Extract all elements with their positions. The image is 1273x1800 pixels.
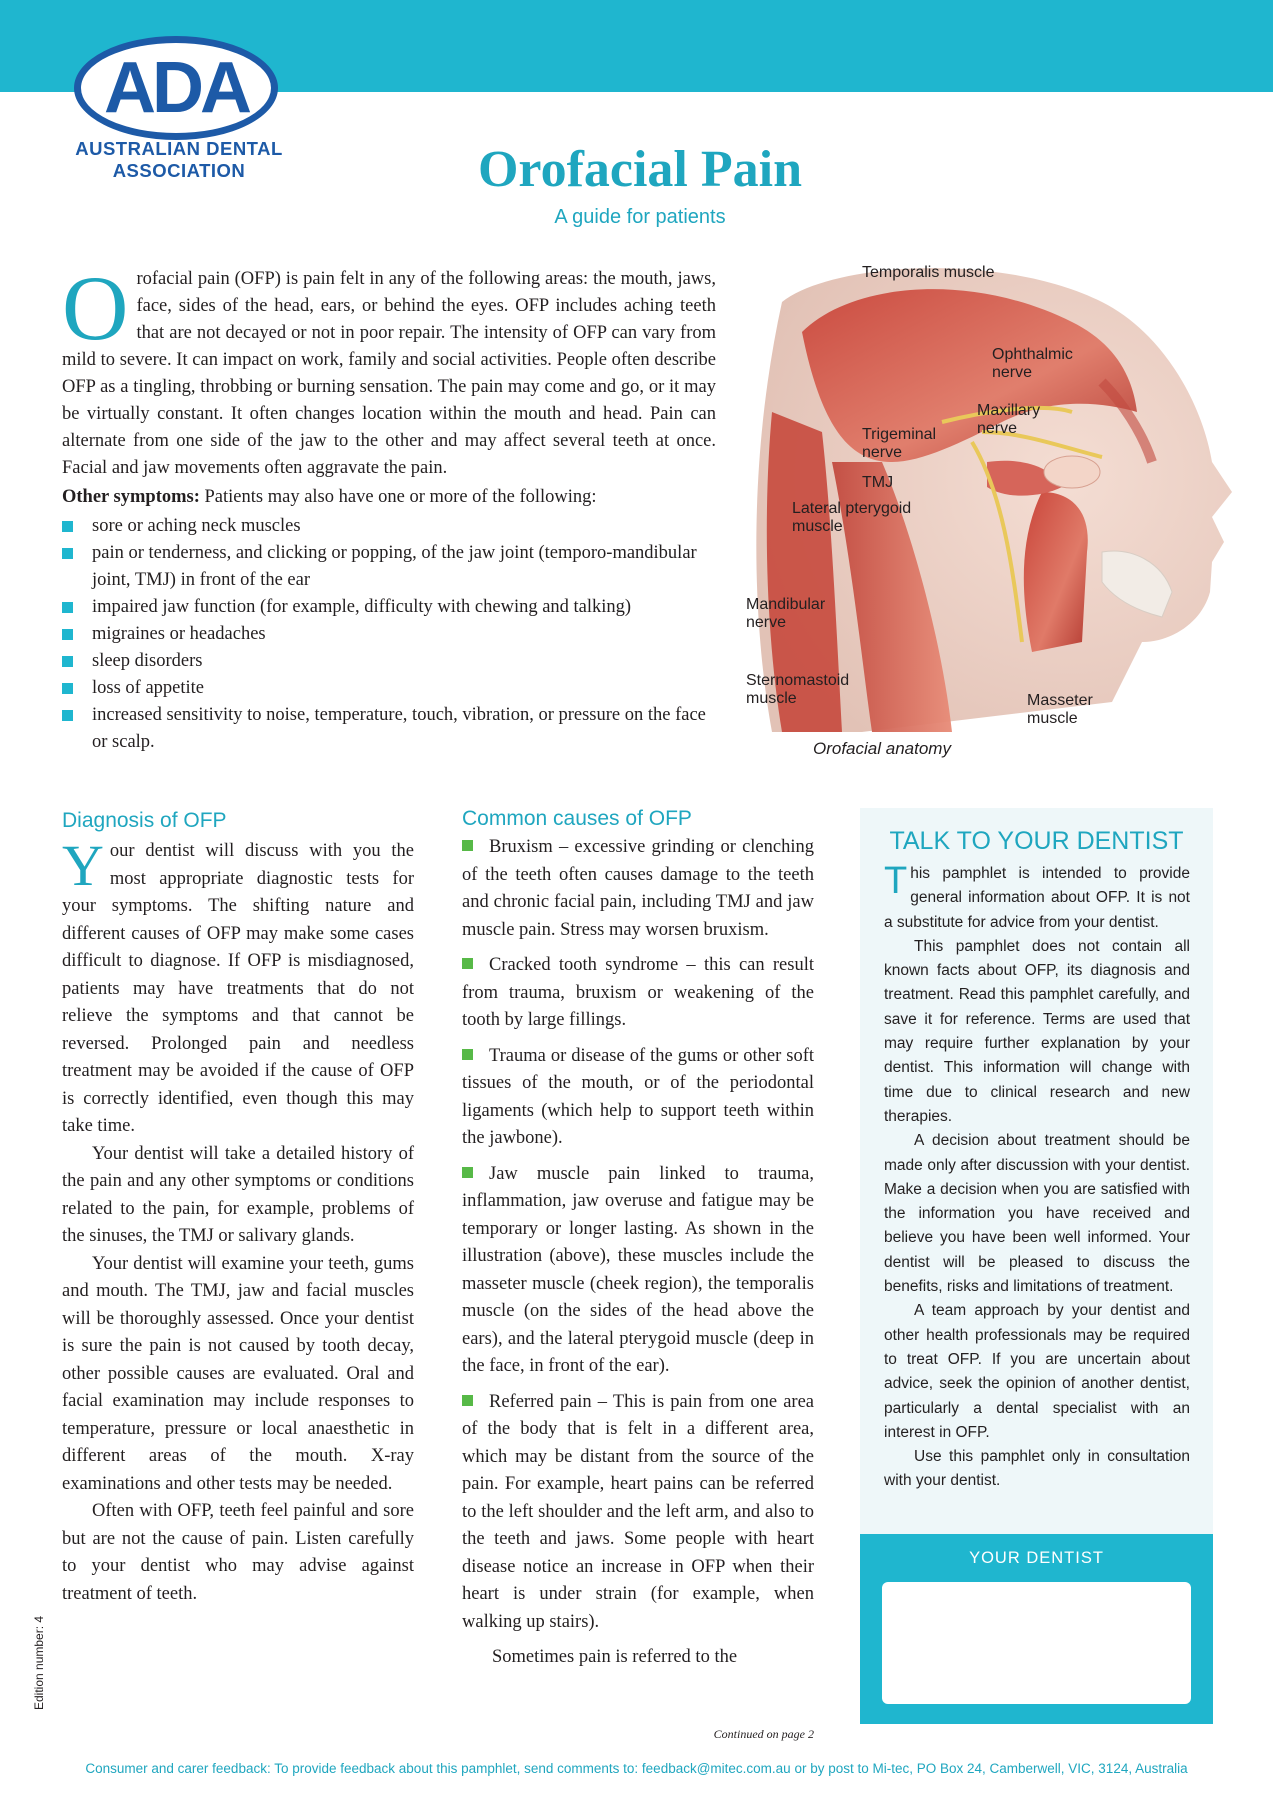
- list-item: sore or aching neck muscles: [62, 513, 716, 540]
- diagnosis-text: our dentist will discuss with you the most appropriate diagnostic tests for your symptoms. The shifting nature and different causes of OFP may make some cases difficult to diagnose. If OFP is misdiagnosed, patients may have treatments that do not relieve the symptoms and that cannot be reversed. Prolonged pain and needless treatment may be avoided if the cause of OFP is correctly identified, even though this may take time.: [62, 841, 414, 1136]
- list-item: loss of appetite: [62, 675, 716, 702]
- diagnosis-dropcap: Y: [62, 833, 104, 898]
- logo-name-line2: ASSOCIATION: [112, 160, 246, 181]
- green-bullet: [462, 1049, 473, 1060]
- green-bullet: [462, 958, 473, 969]
- cause-text: Referred pain – This is pain from one area of the body that is felt in a different area, which may be distant from the source of the pain. For example, heart pains can be referred to the left shoulder and the left arm, and also to the teeth and jaws. Some people with heart disease notice an increase in OFP when their heart is under strain (for example, when walking up stairs).: [462, 1391, 814, 1632]
- label-sternomastoid: Sternomastoid muscle: [746, 672, 850, 707]
- intro-paragraph: [62, 257, 716, 482]
- label-tmj: TMJ: [862, 474, 894, 491]
- label-mandibular: Mandibular nerve: [746, 596, 826, 631]
- talk-to-dentist-box: [860, 808, 1213, 1724]
- logo-name-line1: AUSTRALIAN DENTAL: [75, 138, 283, 159]
- diagnosis-paragraph: [62, 833, 414, 1141]
- ada-logo: [64, 14, 294, 184]
- cause-item: [462, 1043, 814, 1153]
- cause-item: [462, 952, 814, 1035]
- cause-text: Jaw muscle pain linked to trauma, inflammation, jaw overuse and fatigue may be temporary or longer lasting. As shown in the illustration (above), these muscles include the masseter muscle (cheek region), the temporalis muscle (on the sides of the head above the ears), and the lateral pterygoid muscle (deep in the face, in front of the ear).: [462, 1163, 814, 1376]
- intro-dropcap: O: [62, 257, 129, 359]
- your-dentist-field[interactable]: [882, 1582, 1191, 1704]
- symptoms-lead: Other symptoms:: [62, 487, 200, 507]
- sidebar-paragraph: Use this pamphlet only in consultation with your dentist.: [884, 1448, 1190, 1490]
- cause-text: Bruxism – excessive grinding or clenching of the teeth often causes damage to the teeth and chronic facial pain, including TMJ and jaw muscle pain. Stress may worsen bruxism.: [462, 837, 814, 940]
- label-maxillary: Maxillary nerve: [977, 402, 1041, 437]
- logo-letters: ADA: [104, 48, 248, 128]
- cause-item: [462, 834, 814, 944]
- diagnosis-paragraph: Your dentist will take a detailed history of the pain and any other symptoms or conditions related to the pain, for example, problems of the sinuses, the TMJ or salivary glands.: [62, 1143, 414, 1246]
- diagnosis-paragraph: Your dentist will examine your teeth, gums and mouth. The TMJ, jaw and facial muscles will be thoroughly assessed. Once your dentist is sure the pain is not caused by tooth decay, other possible causes are evaluated. Oral and facial examination may include responses to temperature, pressure or local anaesthetic in different areas of the mouth. X-ray examinations and other tests may be needed.: [62, 1253, 414, 1494]
- intro-text: rofacial pain (OFP) is pain felt in any of the following areas: the mouth, jaws, face, sides of the head, ears, or behind the eyes. OFP includes aching teeth that are not decayed or not in poor repair. The intensity of OFP can vary from mild to severe. It can impact on work, family and social activities. People often describe OFP as a tingling, throbbing or burning sensation. The pain may come and go, or it may be virtually constant. It often changes location within the mouth and head. Pain can alternate from one side of the jaw to the other and may affect several teeth at once. Facial and jaw movements often aggravate the pain.: [62, 269, 716, 478]
- label-masseter: Masseter muscle: [1027, 692, 1093, 727]
- sidebar-dropcap: T: [884, 860, 908, 902]
- list-item: increased sensitivity to noise, temperature, touch, vibration, or pressure on the face or scalp.: [62, 702, 716, 756]
- green-bullet: [462, 840, 473, 851]
- green-bullet: [462, 1395, 473, 1406]
- cause-item: [462, 1161, 814, 1381]
- your-dentist-box: [860, 1534, 1213, 1724]
- your-dentist-label: YOUR DENTIST: [969, 1549, 1104, 1567]
- symptoms-text: Patients may also have one or more of the following:: [199, 487, 597, 507]
- edition-number: Edition number: 4: [32, 1615, 46, 1710]
- list-item: pain or tenderness, and clicking or popping, of the jaw joint (temporo-mandibular joint, TMJ) in front of the ear: [62, 540, 716, 594]
- label-trigeminal: Trigeminal nerve: [862, 426, 937, 461]
- green-bullet: [462, 1167, 473, 1178]
- cause-text: Cracked tooth syndrome – this can result from trauma, bruxism or weakening of the tooth by large fillings.: [462, 955, 814, 1030]
- page-subtitle: A guide for patients: [554, 206, 726, 228]
- continued-note: Continued on page 2: [713, 1727, 814, 1741]
- diagnosis-section: [62, 833, 414, 1608]
- symptoms-list: [62, 513, 716, 756]
- anatomy-illustration: [742, 262, 1242, 762]
- label-ophthalmic: Ophthalmic nerve: [992, 346, 1073, 381]
- sidebar-paragraph: This pamphlet does not contain all known facts about OFP, its diagnosis and treatment. Read this pamphlet carefully, and save it for reference. Terms are used that may require further explanation by your dentist. This information will change with time due to clinical research and new therapies.: [884, 937, 1190, 1125]
- causes-continuation: Sometimes pain is referred to the: [492, 1647, 738, 1667]
- cause-text: Trauma or disease of the gums or other soft tissues of the mouth, or of the periodontal ligaments (which help to support teeth within the jawbone).: [462, 1045, 814, 1148]
- sidebar-paragraph: [884, 862, 1190, 935]
- label-lateral-pterygoid: Lateral pterygoid muscle: [792, 500, 912, 535]
- label-temporalis: Temporalis muscle: [862, 264, 995, 281]
- cause-item: [462, 1389, 814, 1637]
- list-item: impaired jaw function (for example, difficulty with chewing and talking): [62, 594, 716, 621]
- symptoms-intro: [62, 484, 716, 511]
- causes-heading: Common causes of OFP: [462, 807, 692, 830]
- footer-feedback: Consumer and carer feedback: To provide feedback about this pamphlet, send comments to: feedback@mitec.com.au or by post to Mi-tec, PO Box 24, Camberwell, VIC, 3124, Australia: [85, 1761, 1188, 1776]
- intro-section: [62, 257, 716, 756]
- list-item: sleep disorders: [62, 648, 716, 675]
- sidebar-heading: TALK TO YOUR DENTIST: [889, 827, 1184, 855]
- sidebar-text: [884, 862, 1190, 1494]
- diagnosis-heading: Diagnosis of OFP: [62, 809, 227, 832]
- sidebar-paragraph-text: his pamphlet is intended to provide general information about OFP. It is not a substitute for advice from your dentist.: [884, 865, 1190, 931]
- diagnosis-paragraph: Often with OFP, teeth feel painful and sore but are not the cause of pain. Listen carefully to your dentist who may advise against treatment of teeth.: [62, 1501, 414, 1604]
- figure-caption: Orofacial anatomy: [813, 739, 951, 758]
- list-item: migraines or headaches: [62, 621, 716, 648]
- page-title: Orofacial Pain: [477, 141, 802, 198]
- sidebar-paragraph: A team approach by your dentist and other health professionals may be required to treat OFP. If you are uncertain about advice, seek the opinion of another dentist, particularly a dental specialist with an interest in OFP.: [884, 1302, 1190, 1441]
- sidebar-paragraph: A decision about treatment should be made only after discussion with your dentist. Make a decision when you are satisfied with the information you have received and believe you have been well informed. Your dentist will be pleased to discuss the benefits, risks and limitations of treatment.: [884, 1132, 1190, 1296]
- causes-section: [462, 834, 814, 1672]
- logo-name: [64, 138, 294, 182]
